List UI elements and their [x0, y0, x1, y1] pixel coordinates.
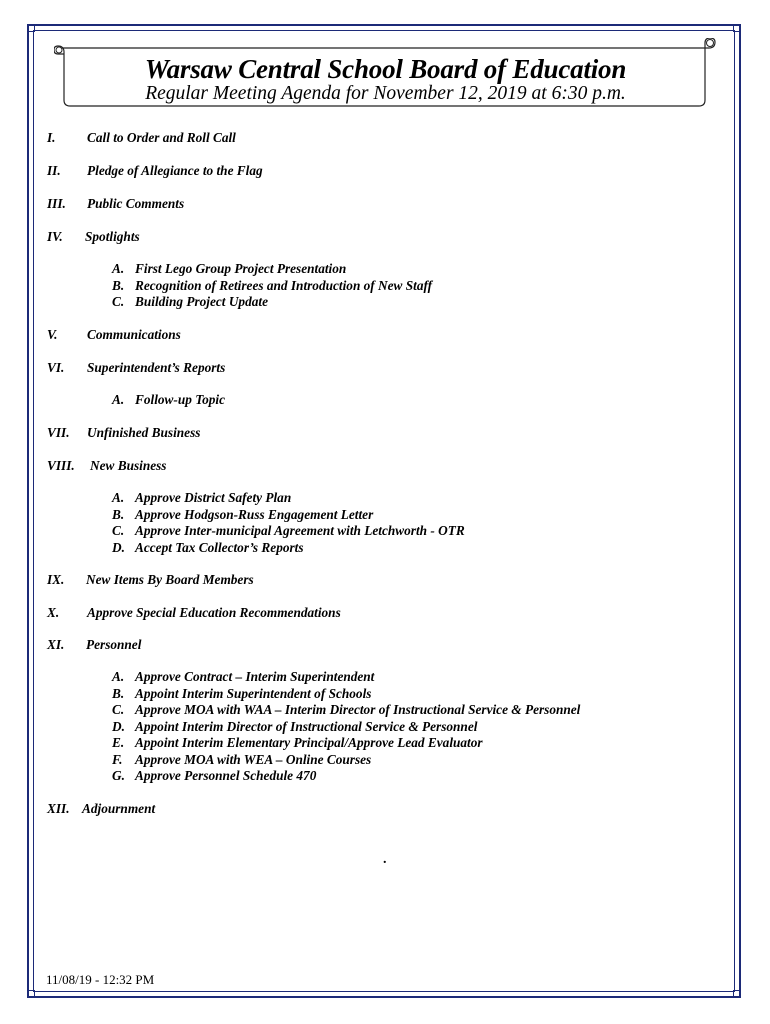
footer-timestamp: 11/08/19 - 12:32 PM [46, 972, 155, 987]
sub-item [112, 702, 580, 719]
agenda-item-label: Approve Special Education Recommendations [87, 605, 341, 620]
sub-item [112, 294, 432, 311]
agenda-item [47, 327, 181, 343]
agenda-item-number: XII. [47, 801, 70, 816]
agenda-item [47, 605, 341, 621]
sub-item-letter: D. [112, 718, 125, 734]
agenda-item [47, 801, 155, 817]
sub-item-letter: D. [112, 539, 125, 555]
agenda-item-number: XI. [47, 637, 65, 652]
agenda-item [47, 425, 200, 441]
sub-item-letter: G. [112, 768, 125, 783]
agenda-item-number: VI. [47, 360, 65, 375]
sub-item-label: Approve Contract – Interim Superintendent [135, 669, 375, 684]
sub-item-letter: B. [112, 277, 125, 293]
page-subtitle: Regular Meeting Agenda for November 12, 2019 at 6:30 p.m. [145, 83, 626, 104]
sub-item [112, 523, 465, 540]
agenda-sublist [112, 490, 465, 556]
agenda-item [47, 229, 140, 245]
sub-item-label: Building Project Update [135, 294, 268, 309]
agenda-item-label: Personnel [86, 637, 142, 652]
agenda-item-label: Public Comments [87, 196, 185, 211]
agenda-item-number: V. [47, 327, 58, 342]
sub-item-label: Follow-up Topic [135, 392, 226, 407]
sub-item-label: Appoint Interim Superintendent of Schools [135, 685, 372, 701]
agenda-item-label: Communications [87, 327, 181, 342]
agenda-item [47, 360, 225, 376]
agenda-item-number: VII. [47, 425, 70, 440]
sub-item [112, 686, 580, 703]
agenda-item-number: X. [47, 605, 60, 620]
sub-item-letter: A. [112, 490, 125, 505]
sub-item [112, 490, 465, 507]
sub-item-letter: F. [112, 751, 123, 767]
agenda-item [47, 458, 166, 474]
agenda-item-number: IX. [47, 572, 65, 587]
sub-item-label: Approve Inter-municipal Agreement with Letchworth - OTR [135, 523, 465, 538]
agenda-item-number: IV. [47, 229, 63, 244]
agenda-sublist [112, 669, 580, 785]
sub-item [112, 261, 432, 278]
agenda-item [47, 130, 236, 146]
agenda-item-number: I. [47, 130, 56, 145]
sub-item-letter: A. [112, 669, 125, 684]
agenda-item-number: III. [47, 196, 66, 211]
agenda-item-label: New Business [90, 458, 167, 473]
agenda-sublist [112, 261, 432, 311]
agenda-item-label: Superintendent’s Reports [87, 360, 226, 375]
sub-item [112, 752, 580, 769]
agenda-item [47, 163, 263, 179]
agenda-item [47, 637, 141, 653]
sub-item-letter: A. [112, 261, 125, 276]
sub-item-label: Appoint Interim Elementary Principal/Approve Lead Evaluator [135, 735, 483, 750]
sub-item [112, 540, 465, 557]
agenda-item-number: VIII. [47, 458, 75, 473]
sub-item-label: First Lego Group Project Presentation [135, 261, 347, 276]
sub-item-letter: A. [112, 392, 125, 407]
sub-item-letter: C. [112, 702, 125, 717]
sub-item [112, 669, 580, 686]
sub-item-label: Recognition of Retirees and Introduction of New Staff [135, 277, 433, 293]
agenda-item [47, 572, 254, 588]
sub-item [112, 719, 580, 736]
sub-item-letter: E. [112, 735, 125, 750]
sub-item-label: Approve Personnel Schedule 470 [135, 768, 317, 783]
page-title: Warsaw Central School Board of Education [144, 54, 627, 84]
sub-item-letter: B. [112, 506, 125, 522]
stray-mark: . [383, 852, 387, 867]
agenda-item-number: II. [47, 163, 61, 178]
agenda-item-label: New Items By Board Members [86, 572, 254, 587]
agenda-item-label: Pledge of Allegiance to the Flag [87, 163, 263, 178]
sub-item-letter: C. [112, 294, 125, 309]
sub-item-label: Approve District Safety Plan [135, 490, 292, 505]
sub-item-label: Approve Hodgson-Russ Engagement Letter [135, 506, 374, 522]
agenda-item-label: Adjournment [82, 801, 156, 816]
agenda-item-label: Unfinished Business [87, 425, 201, 440]
agenda-item-label: Call to Order and Roll Call [87, 130, 236, 145]
sub-item [112, 392, 225, 409]
sub-item [112, 278, 432, 295]
sub-item-letter: C. [112, 523, 125, 538]
sub-item-label: Approve MOA with WEA – Online Courses [135, 751, 372, 767]
agenda-item [47, 196, 184, 212]
sub-item-label: Approve MOA with WAA – Interim Director of Instructional Service & Personnel [135, 702, 581, 717]
sub-item [112, 768, 580, 785]
agenda-sublist [112, 392, 225, 409]
sub-item-label: Appoint Interim Director of Instructional Service & Personnel [135, 718, 478, 734]
sub-item-letter: B. [112, 685, 125, 701]
sub-item-label: Accept Tax Collector’s Reports [135, 539, 304, 555]
sub-item [112, 735, 580, 752]
agenda-item-label: Spotlights [85, 229, 140, 244]
sub-item [112, 507, 465, 524]
